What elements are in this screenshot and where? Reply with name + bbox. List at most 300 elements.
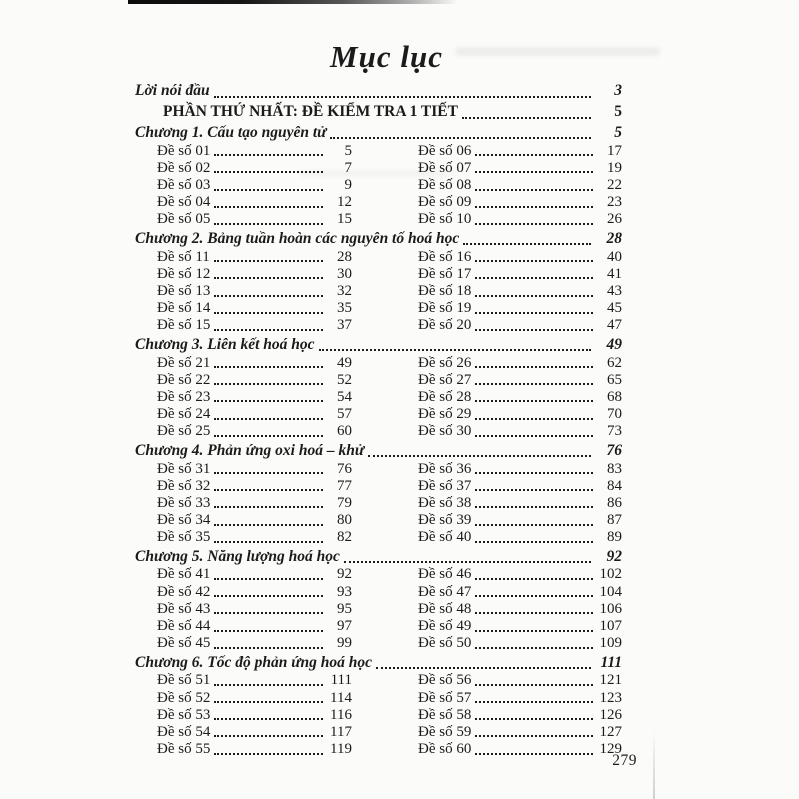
toc-entry-label: Đề số 34 (157, 512, 211, 529)
toc-entry-label: Đề số 45 (157, 635, 211, 652)
toc-entry (157, 159, 352, 176)
page-edge-shadow (653, 730, 655, 799)
toc-entry-label: Đề số 12 (157, 265, 211, 282)
page-number: 93 (337, 583, 352, 600)
toc-entry-label: Đề số 22 (157, 371, 211, 388)
toc-entry-label: Đề số 46 (418, 566, 472, 583)
page-number: 57 (337, 406, 352, 423)
dot-leader (330, 137, 591, 139)
dot-leader (214, 366, 323, 368)
page-number: 129 (599, 741, 622, 758)
toc-entry-label: Đề số 60 (418, 741, 472, 758)
dot-leader (475, 418, 593, 420)
toc-entry-label: Đề số 35 (157, 529, 211, 546)
toc-entry (418, 176, 622, 193)
toc-entry-label: Đề số 31 (157, 460, 211, 477)
toc-entry (157, 354, 352, 371)
toc-entry (418, 265, 622, 282)
toc-entry (157, 617, 352, 634)
dot-leader (214, 295, 323, 297)
toc-entry-label: Đề số 49 (418, 618, 472, 634)
toc-entry (157, 583, 352, 600)
toc-page (135, 40, 622, 758)
toc-entry (157, 248, 352, 265)
dot-leader (475, 753, 593, 755)
page-number: 102 (599, 566, 622, 583)
toc-entry-label: Đề số 37 (418, 477, 472, 494)
chapter-entries (135, 354, 622, 440)
dot-leader (214, 489, 323, 491)
dot-leader (475, 189, 593, 191)
toc-entry-label: Đề số 40 (418, 529, 472, 546)
page-number: 52 (337, 371, 352, 388)
dot-leader (319, 349, 591, 351)
toc-entry-label: Đề số 59 (418, 723, 472, 740)
toc-entry (418, 494, 622, 511)
toc-entry (418, 529, 622, 546)
toc-entry (418, 248, 622, 265)
toc-entry (157, 600, 352, 617)
dot-leader (214, 312, 323, 314)
toc-entry-label: Đề số 43 (157, 600, 211, 617)
dot-leader (214, 647, 323, 649)
toc-entry (157, 142, 352, 159)
page-number: 45 (607, 300, 622, 317)
dot-leader (475, 366, 593, 368)
page-number: 5 (614, 124, 622, 141)
chapter-heading (135, 334, 622, 354)
toc-entry-label: Đề số 08 (418, 177, 472, 194)
page-number: 119 (330, 741, 352, 758)
page-number: 87 (607, 512, 622, 529)
dot-leader (475, 171, 593, 173)
entry-column (418, 248, 622, 334)
dot-leader (214, 753, 323, 755)
dot-leader (214, 96, 591, 98)
toc-entry-label: Đề số 32 (157, 477, 211, 494)
chapter-block (135, 546, 622, 652)
page-number: 54 (337, 388, 352, 405)
toc-entry (157, 282, 352, 299)
entry-column (157, 248, 352, 334)
page-number: 62 (607, 354, 622, 371)
toc-entry-label: Đề số 41 (157, 566, 211, 583)
toc-entry-label: Đề số 54 (157, 723, 211, 740)
toc-entry (157, 300, 352, 317)
page-number: 80 (337, 512, 352, 529)
dot-leader (368, 455, 591, 457)
chapter-heading (135, 546, 622, 566)
toc-entry-label: Đề số 58 (418, 706, 472, 723)
toc-entry (418, 706, 622, 723)
dot-leader (475, 578, 593, 580)
page-number: 68 (607, 388, 622, 405)
page-number: 123 (599, 689, 622, 706)
toc-entry (157, 723, 352, 740)
dot-leader (475, 206, 593, 208)
toc-entry-label: Đề số 26 (418, 354, 472, 371)
chapter-block (135, 652, 622, 758)
entry-column (418, 354, 622, 440)
dot-leader (475, 312, 593, 314)
toc-entry (418, 460, 622, 477)
page-number: 47 (607, 317, 622, 334)
dot-leader (214, 524, 323, 526)
page-number: 19 (607, 159, 622, 176)
dot-leader (475, 630, 593, 632)
toc-entry-label: Đề số 09 (418, 194, 472, 211)
dot-leader (214, 612, 323, 614)
toc-entry-label: Đề số 25 (157, 423, 211, 440)
dot-leader (214, 684, 323, 686)
toc-entry-label: Đề số 19 (418, 300, 472, 317)
toc-entry (418, 723, 622, 740)
dot-leader (214, 630, 323, 632)
toc-entry-label: Đề số 38 (418, 494, 472, 511)
page-number: 30 (337, 265, 352, 282)
dot-leader (475, 295, 593, 297)
toc-entry (418, 159, 622, 176)
toc-entry-label: Đề số 33 (157, 494, 211, 511)
page-title: Mục lục (330, 39, 443, 74)
toc-entry (418, 282, 622, 299)
toc-entry-label: Đề số 29 (418, 406, 472, 423)
dot-leader (214, 260, 323, 262)
toc-entry (157, 706, 352, 723)
toc-entry-label: Đề số 36 (418, 460, 472, 477)
page-number: 92 (606, 547, 622, 565)
dot-leader (475, 329, 593, 331)
toc-entry (157, 211, 352, 228)
toc-entry (157, 494, 352, 511)
chapter-entries (135, 566, 622, 652)
chapter-entries (135, 248, 622, 334)
toc-entry-label: Đề số 01 (157, 142, 211, 159)
toc-entry (157, 371, 352, 388)
chapter-entries (135, 460, 622, 546)
dot-leader (475, 595, 593, 597)
chapter-block (135, 122, 622, 228)
chapter-block (135, 440, 622, 546)
toc-entry (157, 529, 352, 546)
page-number: 116 (330, 706, 352, 723)
toc-entry (418, 583, 622, 600)
toc-entry (418, 194, 622, 211)
dot-leader (475, 383, 593, 385)
entry-column (418, 460, 622, 546)
toc-entry (157, 689, 352, 706)
page-number: 104 (599, 583, 622, 600)
toc-entry (418, 388, 622, 405)
page-number: 40 (607, 248, 622, 265)
toc-entry-label: Đề số 56 (418, 672, 472, 689)
folio-page-number: 279 (612, 752, 637, 769)
toc-entry-label: Đề số 28 (418, 388, 472, 405)
entry-column (157, 354, 352, 440)
toc-entry-label: Đề số 24 (157, 406, 211, 423)
page-number: 49 (337, 354, 352, 371)
dot-leader (214, 578, 323, 580)
entry-column (418, 566, 622, 652)
page-number: 3 (614, 82, 622, 99)
toc-row-preface (135, 80, 622, 101)
dot-leader (214, 735, 323, 737)
toc-entry-label: Đề số 50 (418, 635, 472, 652)
dot-leader (214, 189, 323, 191)
toc-entry (157, 635, 352, 652)
dot-leader (475, 506, 593, 508)
toc-entry-label: Đề số 48 (418, 600, 472, 617)
page-number: 5 (344, 142, 352, 159)
dot-leader (475, 612, 593, 614)
page-number: 41 (607, 265, 622, 282)
entry-column (157, 672, 352, 758)
toc-entry (418, 211, 622, 228)
page-number: 86 (607, 494, 622, 511)
toc-entry-label: Đề số 17 (418, 265, 472, 282)
page-number: 99 (337, 635, 352, 652)
dot-leader (475, 524, 593, 526)
dot-leader (214, 418, 323, 420)
dot-leader (214, 472, 323, 474)
toc-entry-label: Đề số 55 (157, 741, 211, 758)
dot-leader (475, 277, 593, 279)
page-number: 97 (337, 618, 352, 634)
toc-entry (157, 672, 352, 689)
page-number: 15 (337, 211, 352, 228)
page-number: 7 (344, 159, 352, 176)
page-number: 111 (330, 672, 352, 689)
page-number: 106 (599, 600, 622, 617)
toc-entry-label: Đề số 20 (418, 317, 472, 334)
dot-leader (214, 171, 323, 173)
page-number: 43 (607, 283, 622, 299)
page-number: 92 (337, 566, 352, 583)
chapter-block (135, 228, 622, 334)
dot-leader (214, 595, 323, 597)
dot-leader (475, 260, 593, 262)
page-number: 114 (330, 689, 352, 706)
toc-entry (418, 511, 622, 528)
page-number: 89 (607, 529, 622, 546)
chapter-heading-label: Chương 5. Năng lượng hoá học (135, 547, 340, 565)
page-number: 79 (337, 494, 352, 511)
toc-entry-label: Đề số 39 (418, 512, 472, 529)
toc-entry (418, 423, 622, 440)
dot-leader (475, 701, 593, 703)
dot-leader (463, 243, 591, 245)
page-number: 35 (337, 300, 352, 317)
dot-leader (475, 684, 593, 686)
toc-entry (157, 405, 352, 422)
toc-entry-label: Đề số 30 (418, 423, 472, 440)
chapter-entries (135, 672, 622, 758)
toc-entry-label: Đề số 11 (157, 248, 210, 265)
toc-entry-label: Đề số 21 (157, 354, 211, 371)
page-number: 22 (607, 177, 622, 194)
toc-entry-label: Đề số 53 (157, 706, 211, 723)
dot-leader (214, 277, 323, 279)
dot-leader (214, 206, 323, 208)
page-number: 126 (599, 706, 622, 723)
dot-leader (214, 329, 323, 331)
page-number: 9 (344, 177, 352, 194)
toc-entry (418, 354, 622, 371)
entry-column (418, 672, 622, 758)
page-number: 82 (337, 529, 352, 546)
entry-column (418, 142, 622, 228)
toc-entry-label: Đề số 42 (157, 583, 211, 600)
toc-entry-label: Đề số 07 (418, 159, 472, 176)
toc-entry (157, 265, 352, 282)
page-number: 76 (337, 460, 352, 477)
dot-leader (475, 489, 593, 491)
chapter-heading-label: Chương 2. Bảng tuần hoàn các nguyên tố hoá học (135, 229, 460, 247)
page-number: 117 (330, 723, 352, 740)
toc-entry (157, 511, 352, 528)
toc-entry-label: Đề số 10 (418, 211, 472, 228)
dot-leader (475, 154, 593, 156)
page-number: 49 (606, 335, 622, 353)
chapter-heading (135, 652, 622, 672)
toc-entry (418, 635, 622, 652)
toc-entry-label: Đề số 04 (157, 194, 211, 211)
toc-entry (418, 740, 622, 757)
page-number: 121 (599, 672, 622, 689)
chapter-heading-label: Chương 1. Cấu tạo nguyên tử (135, 124, 327, 141)
dot-leader (214, 718, 323, 720)
dot-leader (475, 647, 593, 649)
dot-leader (462, 117, 591, 119)
chapter-heading-label: Chương 3. Liên kết hoá học (135, 335, 315, 353)
chapter-block (135, 334, 622, 440)
entry-column (157, 566, 352, 652)
dot-leader (475, 435, 593, 437)
toc-entry-label: Đề số 02 (157, 159, 211, 176)
page-number: 5 (614, 103, 622, 120)
part-label: PHẦN THỨ NHẤT: ĐỀ KIỂM TRA 1 TIẾT (163, 103, 458, 120)
chapter-heading (135, 228, 622, 248)
page-number: 26 (607, 211, 622, 228)
toc-entry (418, 617, 622, 634)
dot-leader (376, 667, 591, 669)
page-number: 111 (600, 653, 622, 671)
toc-entry (157, 194, 352, 211)
toc-entry-label: Đề số 44 (157, 618, 211, 634)
toc-entry (418, 672, 622, 689)
page-number: 65 (607, 371, 622, 388)
toc-entry-label: Đề số 15 (157, 317, 211, 334)
page-number: 70 (607, 406, 622, 423)
toc-entry (418, 689, 622, 706)
toc-entry (157, 317, 352, 334)
dot-leader (475, 718, 593, 720)
dot-leader (475, 223, 593, 225)
toc-entry (157, 176, 352, 193)
page-number: 12 (337, 194, 352, 211)
toc-entry-label: Đề số 52 (157, 689, 211, 706)
page-number: 109 (599, 635, 622, 652)
toc-entry (418, 477, 622, 494)
dot-leader (475, 735, 593, 737)
toc-entry-label: Đề số 03 (157, 177, 211, 194)
chapter-heading (135, 122, 622, 142)
dot-leader (214, 701, 323, 703)
page-number: 84 (607, 477, 622, 494)
chapter-entries (135, 142, 622, 228)
page-number: 83 (607, 460, 622, 477)
dot-leader (214, 400, 323, 402)
dot-leader (214, 383, 323, 385)
toc-entry (157, 740, 352, 757)
toc-entry-label: Đề số 14 (157, 300, 211, 317)
page-number: 127 (599, 723, 622, 740)
toc-entry-label: Đề số 18 (418, 283, 472, 299)
dot-leader (214, 154, 323, 156)
scan-artifact-line (128, 0, 458, 4)
page-number: 76 (606, 441, 622, 459)
dot-leader (214, 223, 323, 225)
chapter-list (135, 122, 622, 758)
dot-leader (475, 400, 593, 402)
page-number: 23 (607, 194, 622, 211)
page-number: 73 (607, 423, 622, 440)
toc-entry (157, 423, 352, 440)
toc-entry-label: Đề số 47 (418, 583, 472, 600)
toc-entry-label: Đề số 05 (157, 211, 211, 228)
dot-leader (214, 506, 323, 508)
chapter-heading (135, 440, 622, 460)
page-number: 95 (337, 600, 352, 617)
toc-entry-label: Đề số 06 (418, 142, 472, 159)
chapter-heading-label: Chương 6. Tốc độ phản ứng hoá học (135, 653, 373, 671)
dot-leader (214, 541, 323, 543)
toc-entry (418, 300, 622, 317)
page-number: 77 (337, 477, 352, 494)
entry-column (157, 460, 352, 546)
toc-entry (157, 566, 352, 583)
preface-label: Lời nói đầu (135, 82, 210, 99)
entry-column (157, 142, 352, 228)
toc-entry (418, 566, 622, 583)
dot-leader (214, 435, 323, 437)
toc-entry (157, 460, 352, 477)
toc-entry (157, 388, 352, 405)
page-number: 28 (337, 248, 352, 265)
toc-entry (418, 142, 622, 159)
toc-entry-label: Đề số 27 (418, 371, 472, 388)
dot-leader (475, 541, 593, 543)
page-number: 32 (337, 283, 352, 299)
page-number: 17 (607, 142, 622, 159)
toc-entry-label: Đề số 57 (418, 689, 472, 706)
toc-entry (418, 371, 622, 388)
toc-entry-label: Đề số 23 (157, 388, 211, 405)
toc-row-part (135, 101, 622, 122)
toc-entry-label: Đề số 13 (157, 283, 211, 299)
dot-leader (344, 561, 591, 563)
dot-leader (475, 472, 593, 474)
toc-entry-label: Đề số 16 (418, 248, 472, 265)
chapter-heading-label: Chương 4. Phản ứng oxi hoá – khử (135, 441, 365, 459)
toc-entry (418, 317, 622, 334)
page-number: 60 (337, 423, 352, 440)
page-number: 28 (606, 229, 622, 247)
page-number: 107 (599, 618, 622, 634)
page-number: 37 (337, 317, 352, 334)
toc-entry (418, 600, 622, 617)
toc-entry (418, 405, 622, 422)
